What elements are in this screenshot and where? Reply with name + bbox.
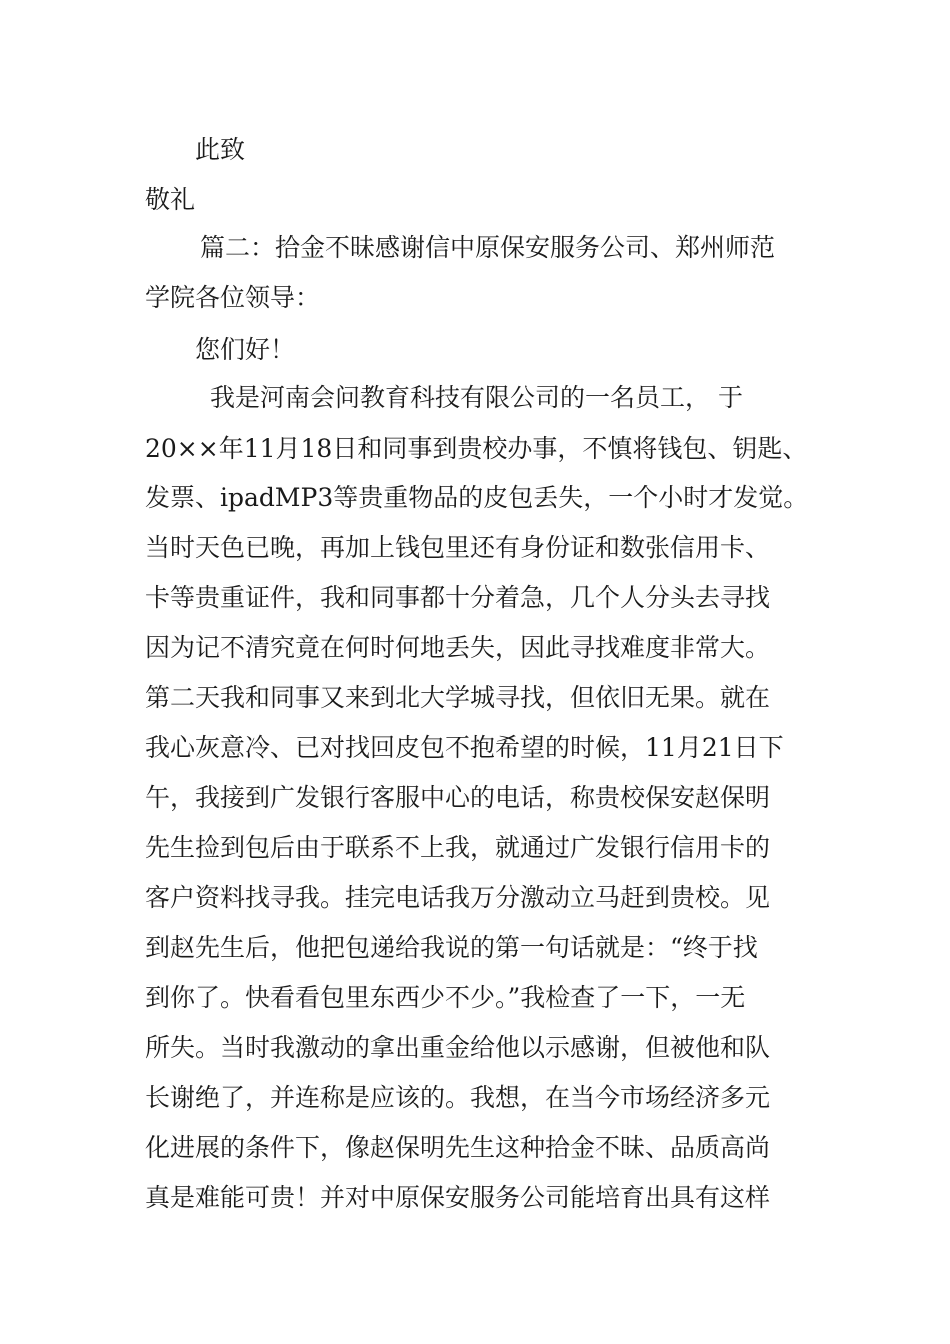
body-line: 到赵先生后，他把包递给我说的第一句话就是：“终于找	[145, 933, 758, 962]
body-line: 长谢绝了，并连称是应该的。我想，在当今市场经济多元	[145, 1083, 771, 1112]
body-line: 先生捡到包后由于联系不上我，就通过广发银行信用卡的	[145, 833, 771, 862]
body-line: 当时天色已晚，再加上钱包里还有身份证和数张信用卡、	[145, 533, 771, 562]
body-line: 客户资料找寻我。挂完电话我万分激动立马赶到贵校。见	[145, 883, 771, 912]
body-line: 卡等贵重证件，我和同事都十分着急，几个人分头去寻找	[145, 583, 771, 612]
body-line: 所失。当时我激动的拿出重金给他以示感谢，但被他和队	[145, 1033, 771, 1062]
body-line: 20××年11月18日和同事到贵校办事，不慎将钱包、钥匙、	[145, 434, 808, 463]
body-line: 第二天我和同事又来到北大学城寻找，但依旧无果。就在	[145, 683, 771, 712]
body-line: 真是难能可贵！并对中原保安服务公司能培育出具有这样	[145, 1183, 771, 1212]
section-heading-line-1: 篇二：拾金不昧感谢信中原保安服务公司、郑州师范	[200, 233, 776, 262]
body-line: 午，我接到广发银行客服中心的电话，称贵校保安赵保明	[145, 783, 771, 812]
body-line: 到你了。快看看包里东西少不少。”我检查了一下，一无	[145, 983, 746, 1012]
closing-greeting: 此致	[195, 135, 246, 164]
letter-salutation: 您们好！	[195, 335, 296, 364]
body-line: 化进展的条件下，像赵保明先生这种拾金不昧、品质高尚	[145, 1133, 771, 1162]
body-line: 我是河南会问教育科技有限公司的一名员工， 于	[210, 383, 743, 412]
body-line: 因为记不清究竟在何时何地丢失，因此寻找难度非常大。	[145, 633, 771, 662]
body-line: 我心灰意冷、已对找回皮包不抱希望的时候，11月21日下	[145, 733, 784, 762]
section-heading-line-2: 学院各位领导：	[145, 283, 321, 312]
body-line: 发票、ipadMP3等贵重物品的皮包丢失，一个小时才发觉。	[145, 483, 809, 512]
closing-salute: 敬礼	[145, 185, 196, 214]
